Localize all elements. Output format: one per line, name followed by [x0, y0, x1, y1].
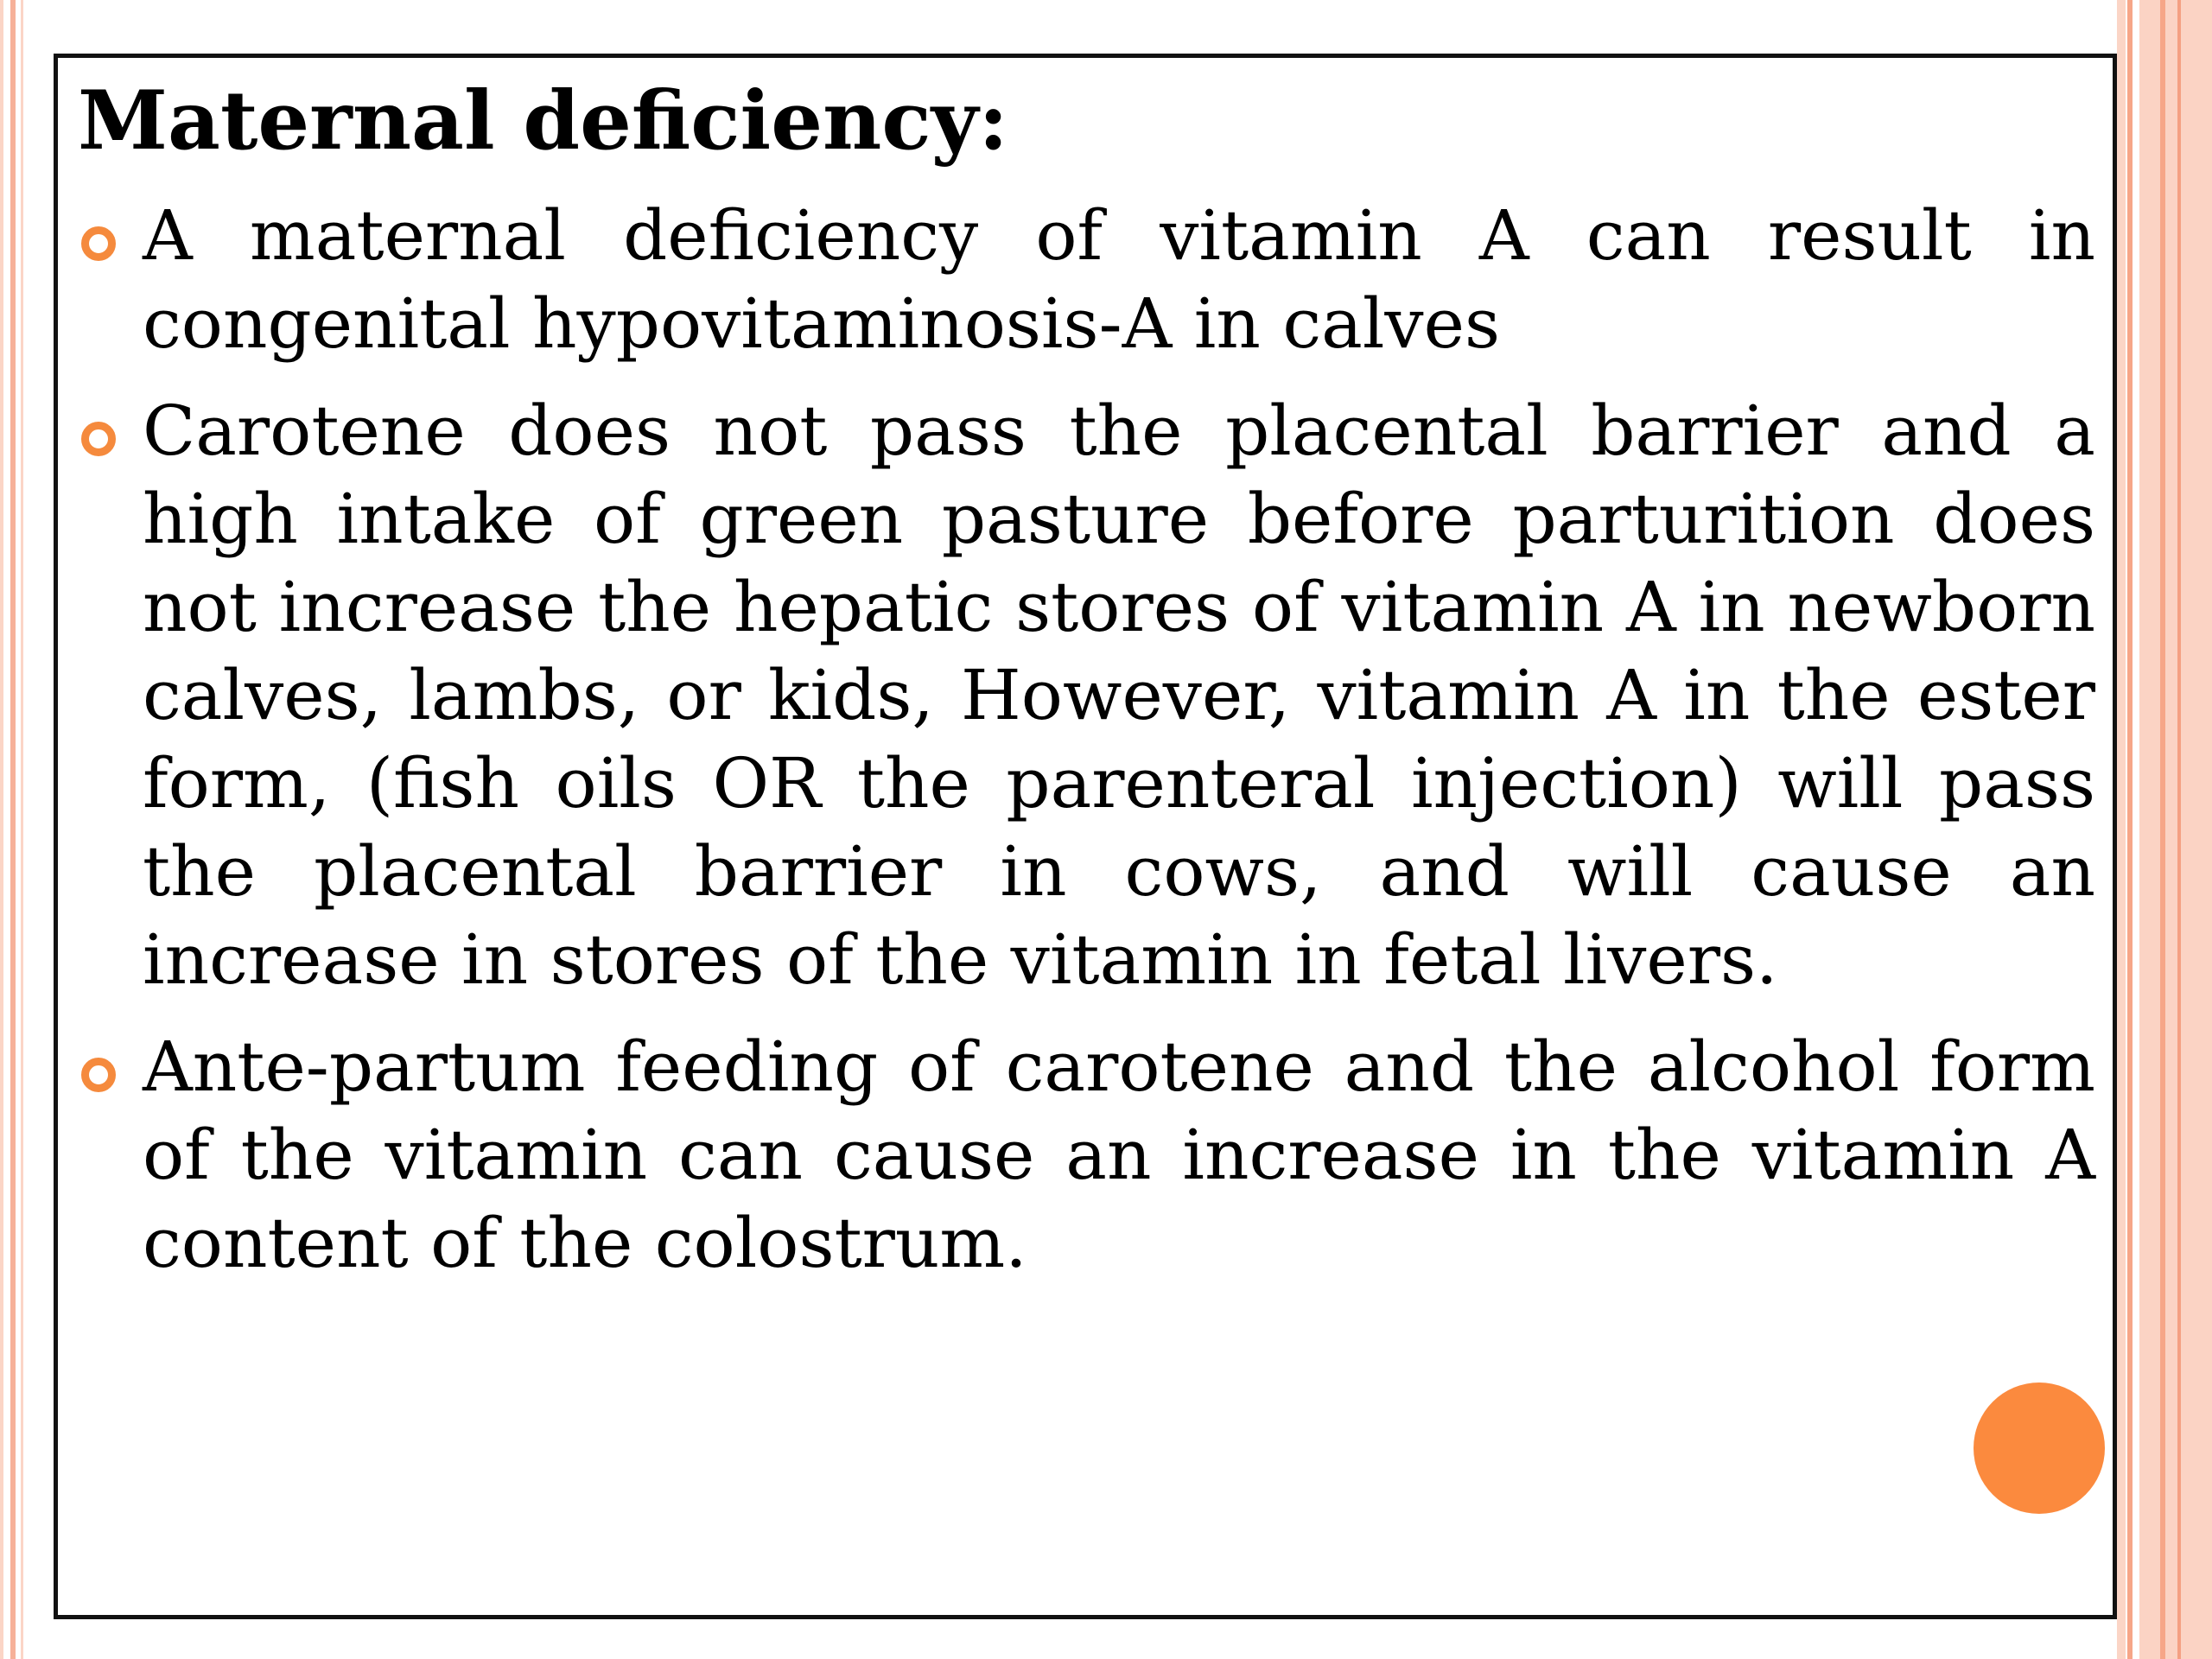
right-decorative-band — [2139, 0, 2212, 1659]
bullet-item — [143, 1023, 2095, 1287]
right-decorative-stripe — [2127, 0, 2133, 1659]
bullet-text: Ante-partum feeding of carotene and the alcohol form of the vitamin can cause an increase in the vitamin A content of the colostrum. — [143, 1027, 2095, 1283]
bullet-item — [143, 387, 2095, 1004]
bullet-item — [143, 192, 2095, 368]
right-decorative-stripe — [2160, 0, 2165, 1659]
hollow-circle-bullet-icon — [81, 226, 116, 261]
bullet-text: A maternal deficiency of vitamin A can result in congenital hypovitaminosis-A in calves — [143, 195, 2095, 364]
slide-title: Maternal deficiency: — [78, 73, 1008, 168]
right-decorative-stripe — [2177, 0, 2181, 1659]
orange-circle-decoration — [1974, 1382, 2105, 1514]
left-decorative-stripe — [21, 0, 23, 1659]
left-decorative-stripe — [0, 0, 3, 1659]
left-decorative-stripe — [10, 0, 16, 1659]
right-decorative-stripe — [2117, 0, 2126, 1659]
hollow-circle-bullet-icon — [81, 1058, 116, 1092]
bullet-list — [143, 192, 2095, 1306]
bullet-text: Carotene does not pass the placental barrier and a high intake of green pasture before parturition does not increase the hepatic stores of vitamin A in newborn calves, lambs, or kids, However, vitamin A in the ester form, (fish oils OR the parenteral injection) will pass the placental barrier in cows, and will cause an increase in stores of the vitamin in fetal livers. — [143, 391, 2095, 1000]
hollow-circle-bullet-icon — [81, 422, 116, 456]
